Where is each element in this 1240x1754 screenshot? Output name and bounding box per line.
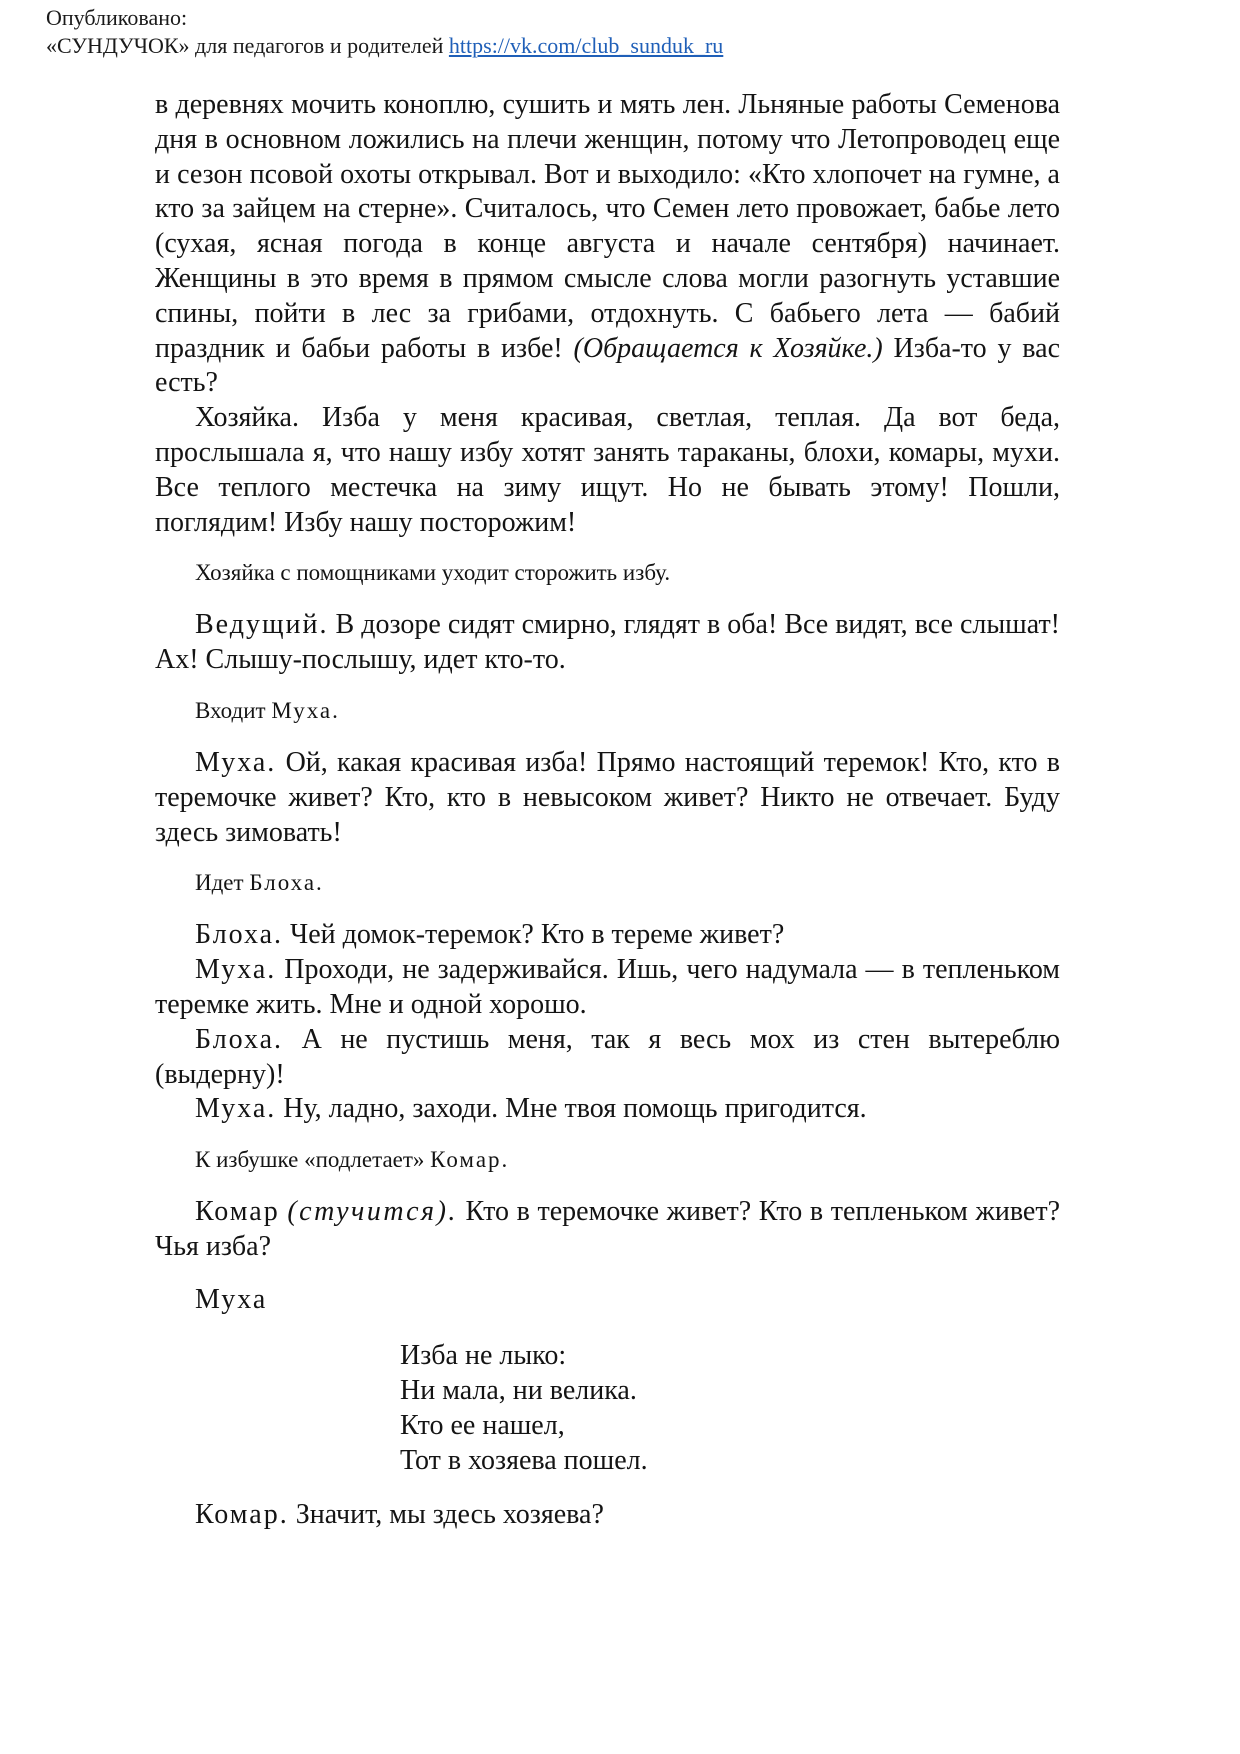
speaker-name: Муха. [195, 746, 277, 778]
paragraph: Ведущий. В дозоре сидят смирно, глядят в оба! Все видят, все слышат! Ах! Слышу-послышу, идет кто-то. [155, 609, 1060, 676]
speaker-name: Муха. [195, 1093, 277, 1125]
speaker-name: Комар [195, 1196, 280, 1228]
source-line [46, 32, 723, 60]
publication-header [46, 4, 723, 60]
speaker-name: Комар. [430, 1147, 510, 1173]
paragraph: Блоха. Чей домок-теремок? Кто в тереме живет? [195, 919, 785, 951]
speaker-name: Муха [195, 1283, 268, 1315]
speaker-name: Муха. [195, 954, 277, 986]
paragraph: Комар. Значит, мы здесь хозяева? [195, 1498, 604, 1530]
paragraph: в деревнях мочить коноплю, сушить и мять лен. Льняные работы Семенова дня в основном ложились на плечи женщин, потому что Летопроводец еще и сезон псовой охоты открывал. Вот и выходило: «Кто хлопочет на гумне, а кто за зайцем на стерне». Считалось, что Семен лето провожает, бабье лето (сухая, ясная погода в конце августа и начале сентября) начинает. Женщины в это время в прямом смысле слова могли разогнуть уставшие спины, пойти в лес за грибами, отдохнуть. С бабьего лета — бабий праздник и бабьи работы в избе! (Обращается к Хозяйке.) Изба-то у вас есть? [155, 89, 1061, 399]
source-link[interactable]: https://vk.com/club_sunduk_ru [448, 33, 724, 58]
verse-line: Изба не лыко: [400, 1339, 567, 1371]
paragraph: Муха. Ой, какая красивая изба! Прямо настоящий теремок! Кто, кто в теремочке живет? Кто, кто в невысоком живет? Никто не отвечает. Буду здесь зимовать! [155, 746, 1061, 848]
paragraph: Комар (стучится). Кто в теремочке живет? Кто в тепленьком живет? Чья изба? [155, 1196, 1061, 1262]
paragraph: Муха. Проходи, не задерживайся. Ишь, чего надумала — в тепленьком теремке жить. Мне и одной хорошо. [155, 954, 1061, 1020]
stage-direction: К избушке «подлетает» Комар. [195, 1147, 510, 1173]
speaker-name: Муха. [271, 697, 340, 723]
paragraph: Блоха. А не пустишь меня, так я весь мох из стен вытереблю (выдерну)! [155, 1023, 1060, 1090]
speaker-name: Ведущий. [195, 609, 329, 641]
published-label: Опубликовано: [46, 5, 188, 30]
verse-line: Кто ее нашел, [400, 1409, 565, 1441]
stage-direction: Хозяйка с помощниками уходит сторожить избу. [195, 560, 671, 586]
verse-line: Тот в хозяева пошел. [400, 1444, 648, 1476]
verse-line: Ни мала, ни велика. [400, 1374, 637, 1406]
book-page [155, 88, 1060, 1532]
speaker-name: Блоха. [249, 870, 324, 896]
speaker-name: Блоха. [195, 919, 284, 951]
stage-direction: Идет Блоха. [195, 870, 324, 896]
verse [400, 1338, 1060, 1478]
stage-direction: (стучится). [287, 1196, 458, 1228]
paragraph: Муха. Ну, ладно, заходи. Мне твоя помощь пригодится. [195, 1093, 867, 1125]
paragraph: Хозяйка. Изба у меня красивая, светлая, теплая. Да вот беда, прослышала я, что нашу избу хотят занять тараканы, блохи, комары, мухи. Все теплого местечка на зиму ищут. Но не бывать этому! Пошли, поглядим! Избу нашу посторожим! [155, 402, 1060, 538]
speaker-name: Комар. [195, 1498, 289, 1530]
source-name: «СУНДУЧОК» для педагогов и родителей [46, 33, 444, 58]
speaker-name: Блоха. [195, 1023, 284, 1055]
stage-direction: (Обращается к Хозяйке.) [573, 332, 883, 364]
stage-direction: Входит Муха. [195, 697, 340, 723]
